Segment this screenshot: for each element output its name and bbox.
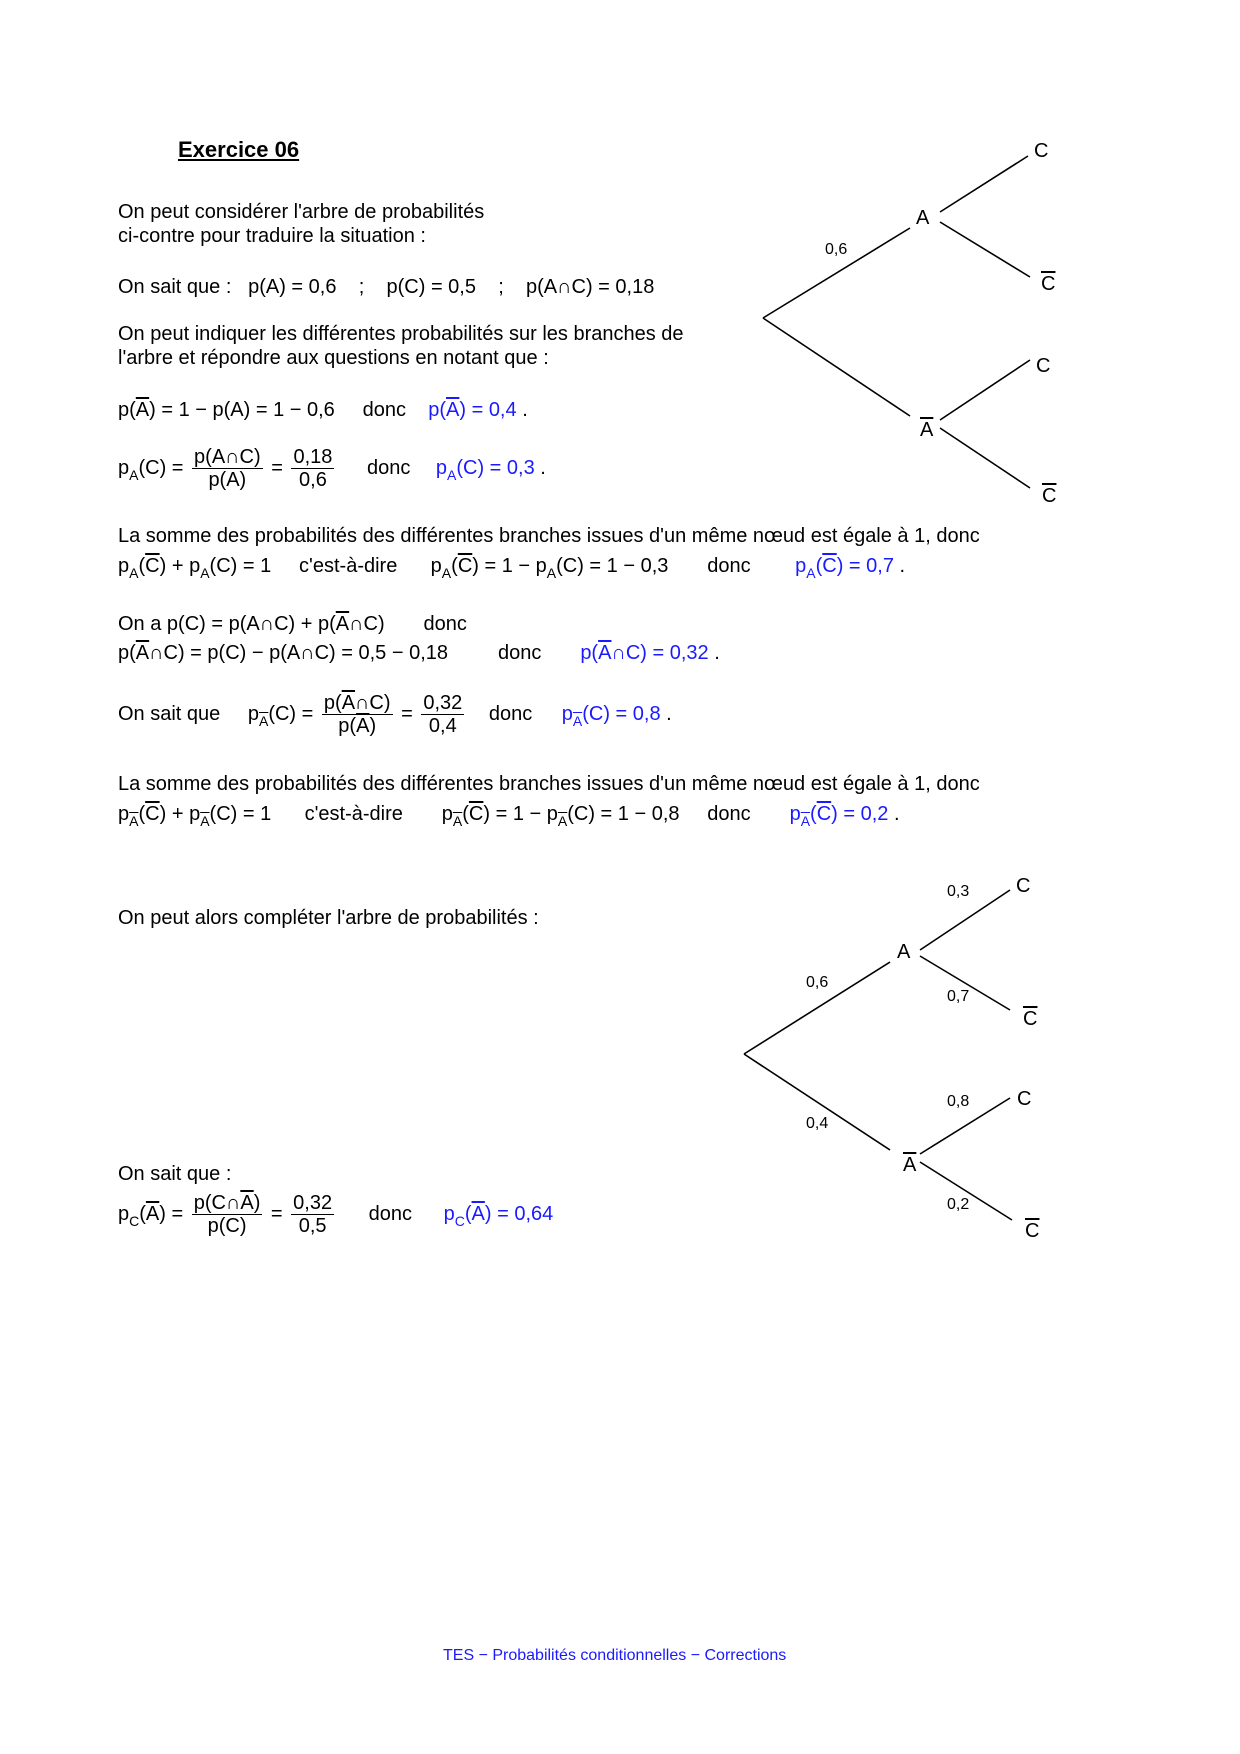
step6-s3: A — [452, 813, 463, 829]
complete-tree-sentence: On peut alors compléter l'arbre de probabilités : — [118, 907, 539, 929]
step5-num-a: p( — [323, 692, 342, 714]
known-pAC: p(A∩C) = 0,18 — [526, 276, 655, 298]
step6-result-p: p — [789, 803, 801, 825]
step6-r2: (C) = 1 — [209, 803, 272, 825]
step5-num-2: 0,32 — [423, 692, 463, 714]
step3-result-sub: A — [806, 565, 816, 581]
step5-result-sub: A — [572, 713, 583, 729]
step3-result-rest: ) = 0,7 — [836, 555, 894, 577]
step3-s4: A — [546, 565, 557, 581]
step2-dot: . — [540, 457, 546, 479]
step4-b: ∩C) — [349, 613, 385, 635]
step3-result-cbar: $\overline{C}$ — [822, 555, 837, 577]
known-prefix: On sait que : — [118, 276, 232, 298]
step3-result-p: p — [795, 555, 807, 577]
step7-p: p — [118, 1203, 130, 1225]
step3-s3: A — [441, 565, 452, 581]
step5-eq: = — [401, 703, 413, 725]
tree2-node-Abar: A — [903, 1154, 917, 1176]
step7-num-abar: $\overline{A}$ — [240, 1192, 254, 1214]
step5-num-b: ∩C) — [355, 692, 391, 714]
step3-c1: $\overline{C}$ — [145, 555, 160, 577]
step7-num-2: 0,32 — [293, 1192, 333, 1214]
tree2-leaf-C-1: C — [1016, 875, 1031, 897]
step3-result-open: ( — [815, 555, 823, 577]
step5-arg: (C) = — [268, 703, 314, 725]
tree1-label-A: 0,6 — [825, 241, 848, 258]
step1-result-rest: ) = 0,4 — [459, 399, 517, 421]
step2-sub: A — [129, 467, 139, 483]
step6-r4: (C) = 1 − 0,8 — [567, 803, 680, 825]
tree2-label-Abar-Cbar: 0,2 — [947, 1196, 970, 1213]
step1-donc: donc — [362, 399, 406, 421]
step7-num-b: ) — [253, 1192, 261, 1214]
indicate-line-2: l'arbre et répondre aux questions en notant que : — [118, 347, 549, 369]
tree2-leaf-Cbar-1: C — [1023, 1008, 1038, 1030]
step3-p3: p — [430, 555, 442, 577]
step7-result-p: p — [443, 1203, 455, 1225]
step3-s2: A — [200, 565, 210, 581]
step4-donc: donc — [423, 613, 467, 635]
step6-p1: p — [118, 803, 130, 825]
step1-result-open: p( — [428, 399, 447, 421]
tree1-leaf-C-1: C — [1034, 140, 1049, 162]
tree2-label-Abar: 0,4 — [806, 1115, 829, 1132]
step2-den-1: p(A) — [208, 469, 247, 491]
step6-cad: c'est-à-dire — [304, 803, 403, 825]
step6-o1: ( — [138, 803, 146, 825]
step4-l2abar: $\overline{A}$ — [135, 642, 150, 664]
step5-dot: . — [666, 703, 672, 725]
step6-r3: ) = 1 − p — [483, 803, 558, 825]
step6-result-sub: A — [800, 813, 811, 829]
step7-result-open: ( — [464, 1203, 472, 1225]
step5-sub: A — [258, 713, 269, 729]
step3-r4: (C) = 1 − 0,3 — [556, 555, 669, 577]
known-sep-2: ; — [498, 276, 504, 298]
tree2-leaf-C-2: C — [1017, 1088, 1032, 1110]
step7-result-rest: ) = 0,64 — [484, 1203, 554, 1225]
step4-result-a: p( — [580, 642, 599, 664]
step7-abar: $\overline{A}$ — [145, 1203, 160, 1225]
intro-line-1: On peut considérer l'arbre de probabilités — [118, 201, 485, 223]
tree1-leaf-C-2: C — [1036, 355, 1051, 377]
step3-cad: c'est-à-dire — [299, 555, 398, 577]
step5-den-abar: $\overline{A}$ — [356, 715, 370, 737]
step5-p: p — [247, 703, 259, 725]
step2-result-p: p — [435, 457, 448, 479]
step1-abar: $\overline{A}$ — [135, 399, 150, 421]
step7-prefix: On sait que : — [118, 1163, 232, 1185]
tree2-leaf-Cbar-2: C — [1025, 1220, 1040, 1242]
tree1-leaf-Cbar-1: C — [1041, 273, 1056, 295]
sum-sentence-2: La somme des probabilités des différentes branches issues d'un même nœud est égale à 1, donc — [118, 773, 980, 795]
step2-den-2: 0,6 — [299, 469, 327, 491]
tree1-node-Abar: A — [920, 419, 934, 441]
step5-donc: donc — [488, 703, 533, 725]
step3-donc: donc — [707, 555, 751, 577]
step7-den-1: p(C) — [207, 1215, 247, 1237]
step7-donc: donc — [368, 1203, 413, 1225]
step6-result-rest: ) = 0,2 — [831, 803, 889, 825]
step5-result-rest: (C) = 0,8 — [582, 703, 661, 725]
step7-close: ) = — [159, 1203, 184, 1225]
step7-den-2: 0,5 — [298, 1215, 327, 1237]
step3-o1: ( — [138, 555, 146, 577]
step6-result-cbar: $\overline{C}$ — [816, 803, 832, 825]
tree1-leaf-Cbar-2: C — [1042, 485, 1057, 507]
tree2-label-A: 0,6 — [806, 974, 829, 991]
step7-result-sub: C — [454, 1213, 465, 1229]
step5-den-a: p( — [338, 715, 357, 737]
tree2-label-A-C: 0,3 — [947, 883, 970, 900]
step6-c3: $\overline{C}$ — [468, 803, 484, 825]
step6-donc: donc — [707, 803, 751, 825]
known-pA: p(A) = 0,6 — [248, 276, 337, 298]
step7-eq: = — [270, 1203, 283, 1225]
step2-arg: (C) = — [138, 457, 184, 479]
step4-l2b: ∩C) = p(C) − p(A∩C) = 0,5 − 0,18 — [149, 642, 449, 664]
step1-text: p( — [118, 399, 136, 421]
step6-s2: A — [200, 813, 210, 829]
step6-p3: p — [441, 803, 453, 825]
step6-s1: A — [129, 813, 139, 829]
step3-c3: $\overline{C}$ — [457, 555, 473, 577]
step2-donc: donc — [366, 457, 411, 479]
step5-prefix: On sait que — [118, 703, 221, 725]
tree2-branch-Abar — [744, 1054, 890, 1150]
step4-result-abar: $\overline{A}$ — [598, 642, 612, 664]
step1-dot: . — [522, 399, 528, 421]
tree1-node-A: A — [916, 207, 930, 229]
step3-p2: p — [189, 555, 201, 577]
tree2-label-Abar-C: 0,8 — [947, 1093, 970, 1110]
step2-result-sub: A — [447, 467, 457, 483]
step3-s1: A — [129, 565, 139, 581]
step7-open: ( — [139, 1203, 146, 1225]
step2-eq: = — [271, 457, 283, 479]
step4-l2a: p( — [118, 642, 136, 664]
step2-p: p — [118, 457, 130, 479]
step6-s4: A — [557, 813, 568, 829]
step6-o3: ( — [462, 803, 469, 825]
step3-r2: (C) = 1 — [209, 555, 272, 577]
tree2-label-A-Cbar: 0,7 — [947, 988, 970, 1005]
step4-result-b: ∩C) = 0,32 — [611, 642, 709, 664]
known-pC: p(C) = 0,5 — [386, 276, 476, 298]
step3-p1: p — [118, 555, 130, 577]
step2-result-rest: (C) = 0,3 — [456, 457, 535, 479]
step7-num-a: p(C∩ — [193, 1192, 241, 1214]
step2-num-2: 0,18 — [293, 446, 333, 468]
step6-p2: p — [189, 803, 201, 825]
step5-result-p: p — [561, 703, 573, 725]
step6-result-open: ( — [810, 803, 817, 825]
step5-den-b: ) — [369, 715, 377, 737]
step7-result-abar: $\overline{A}$ — [471, 1203, 485, 1225]
intro-line-2: ci-contre pour traduire la situation : — [118, 225, 426, 247]
step6-dot: . — [894, 803, 900, 825]
indicate-line-1: On peut indiquer les différentes probabilités sur les branches de — [118, 323, 684, 345]
step4-donc-2: donc — [498, 642, 542, 664]
sum-sentence-1: La somme des probabilités des différentes branches issues d'un même nœud est égale à 1, donc — [118, 525, 980, 547]
tree2-node-A: A — [897, 941, 911, 963]
step1-rest: ) = 1 − p(A) = 1 − 0,6 — [149, 399, 335, 421]
step3-plus: + — [171, 555, 184, 577]
step6-c1: $\overline{C}$ — [145, 803, 160, 825]
step3-r3: ) = 1 − p — [472, 555, 547, 577]
step6-c1r: ) — [159, 803, 167, 825]
step5-num-abar: $\overline{A}$ — [341, 692, 356, 714]
step3-c1r: ) — [159, 555, 167, 577]
step5-den-2: 0,4 — [428, 715, 457, 737]
exercise-title: Exercice 06 — [178, 137, 300, 162]
step3-o3: ( — [451, 555, 458, 577]
step6-plus: + — [171, 803, 184, 825]
step4-dot: . — [714, 642, 720, 664]
step1-result-abar: $\overline{A}$ — [446, 399, 460, 421]
step4-abar: $\overline{A}$ — [335, 613, 350, 635]
page-footer: TES − Probabilités conditionnelles − Corrections — [443, 1647, 787, 1664]
known-sep-1: ; — [358, 276, 365, 298]
step4-a: On a p(C) = p(A∩C) + p( — [118, 613, 336, 635]
step2-num-1: p(A∩C) — [194, 446, 261, 468]
step7-sub: C — [129, 1213, 140, 1229]
step3-dot: . — [899, 555, 906, 577]
